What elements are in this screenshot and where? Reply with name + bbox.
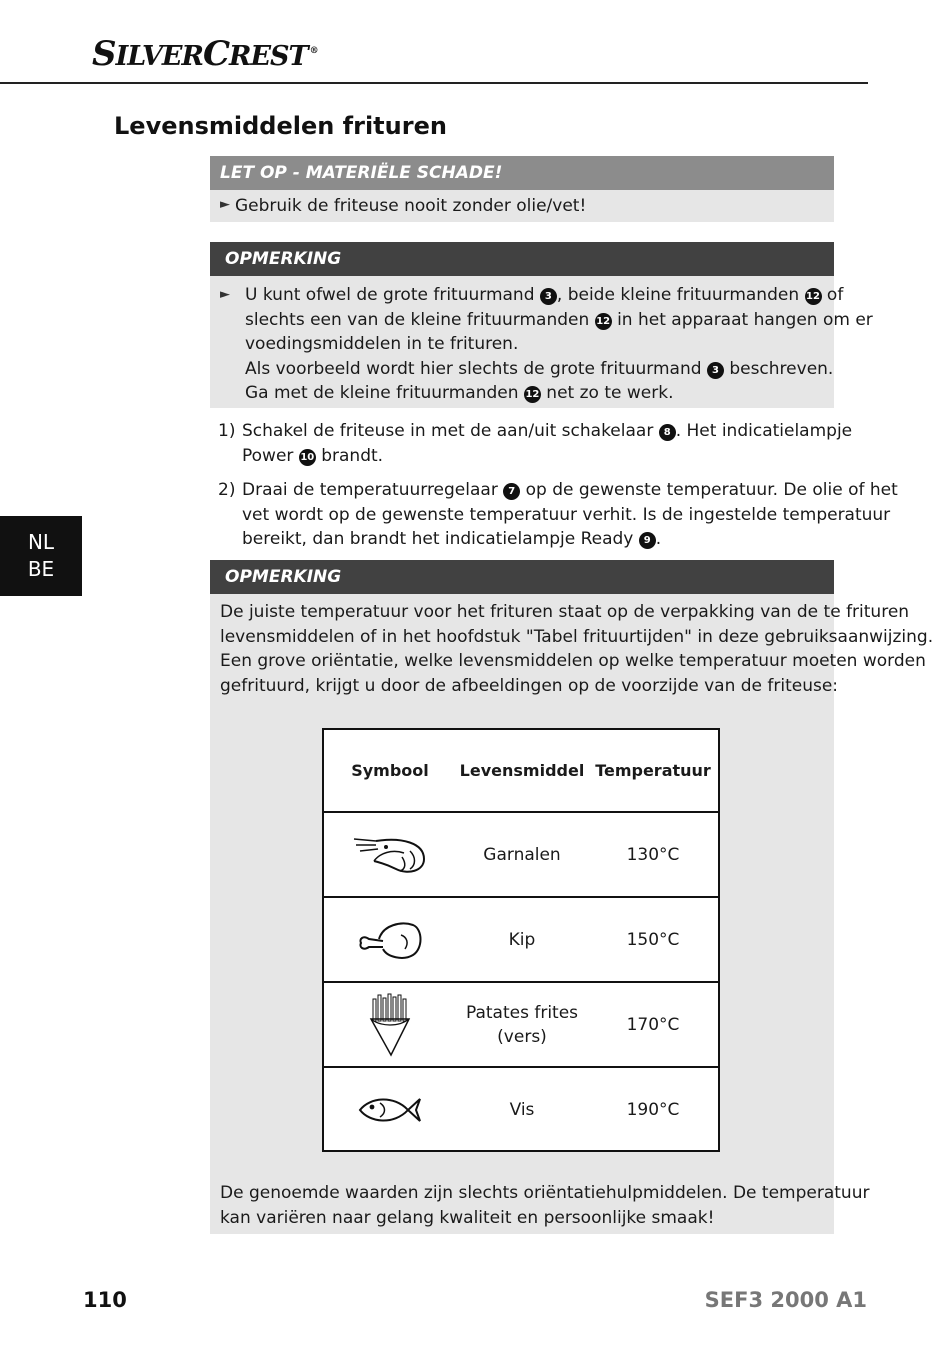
table-header-row (324, 730, 718, 813)
step-1 (218, 419, 853, 469)
note1-line: Als voorbeeld wordt hier slechts de grote frituurmand 3 beschreven. (245, 358, 834, 379)
chicken-leg-icon (357, 919, 423, 961)
table-cell-temperature: 190°C (626, 1100, 680, 1120)
table-cell-temperature: 150°C (626, 929, 680, 950)
fries-icon (367, 993, 413, 1057)
step-text: Schakel de friteuse in met de aan/uit schakelaar 8 . Het indicatielampje Power 10 brandt. (242, 421, 853, 466)
table-cell-symbol (324, 898, 456, 981)
note1-line: Ga met de kleine frituurmanden 12 net zo te werk. (245, 383, 674, 403)
part-number-icon: 12 (595, 313, 612, 330)
language-tab (0, 516, 82, 596)
language-tab-line2: BE (27, 557, 55, 581)
part-number-icon: 10 (299, 449, 316, 466)
table-cell-food: Garnalen (483, 844, 561, 865)
step-number: 1) (218, 421, 236, 441)
part-number-icon: 7 (503, 483, 520, 500)
note1-title: OPMERKING (210, 242, 834, 276)
table-cell-symbol (324, 983, 456, 1066)
table-row (324, 1068, 718, 1152)
note1-line: U kunt ofwel de grote frituurmand 3 , beide kleine frituurmanden 12 of (245, 285, 844, 305)
brand-logo: SILVERCREST ® (92, 34, 318, 74)
step-number: 2) (218, 480, 236, 500)
table-header-temperature: Temperatuur (595, 760, 711, 780)
table-cell-temperature: 130°C (626, 844, 680, 865)
part-number-icon: 12 (524, 386, 541, 403)
bullet-arrow-icon: ► (220, 197, 230, 212)
part-number-icon: 12 (805, 288, 822, 305)
table-cell-food: Patates frites (vers) (465, 1002, 579, 1047)
table-header-food: Levensmiddel (459, 760, 585, 780)
table-header-symbol: Symbool (351, 760, 429, 780)
table-row (324, 813, 718, 898)
note1-line: voedingsmiddelen in te frituren. (245, 334, 519, 354)
part-number-icon: 3 (707, 362, 724, 379)
part-number-icon: 3 (540, 288, 557, 305)
page-number: 110 (83, 1288, 127, 1312)
part-number-icon: 8 (659, 424, 676, 441)
note2-box (210, 594, 934, 1234)
page-title: Levensmiddelen frituren (114, 112, 447, 140)
note1-box (210, 276, 873, 408)
table-cell-food: Vis (509, 1100, 535, 1120)
fish-icon (356, 1093, 424, 1127)
table-cell-temperature: 170°C (626, 1014, 680, 1035)
table-cell-food: Kip (508, 929, 536, 950)
note1-line: slechts een van de kleine frituurmanden 12 in het apparaat hangen om er (245, 309, 873, 330)
table-cell-symbol (324, 1068, 456, 1152)
frying-temperature-table (322, 728, 720, 1152)
step-2 (218, 478, 898, 553)
table-row (324, 898, 718, 983)
note2-outro: De genoemde waarden zijn slechts oriëntatiehulpmiddelen. De temperatuur kan variëren naar gelang kwaliteit en persoonlijke smaak! (220, 1183, 870, 1228)
header-divider (0, 82, 868, 84)
bullet-arrow-icon: ► (220, 287, 230, 302)
warning-box (210, 190, 834, 222)
model-number: SEF3 2000 A1 (704, 1288, 867, 1312)
table-cell-symbol (324, 813, 456, 896)
language-tab-line1: NL (27, 530, 55, 554)
table-row (324, 983, 718, 1068)
note2-title: OPMERKING (210, 560, 834, 594)
part-number-icon: 9 (639, 532, 656, 549)
step-text: Draai de temperatuurregelaar 7 op de gewenste temperatuur. De olie of het vet wordt op de gewenste temperatuur verhit. Is de ingestelde temperatuur bereikt, dan brandt het indicatielampje Ready 9 . (242, 480, 898, 549)
note1-text (245, 283, 873, 406)
shrimp-icon (352, 833, 428, 877)
warning-bullet-text: Gebruik de friteuse nooit zonder olie/vet! (235, 196, 587, 216)
warning-title: LET OP - MATERIËLE SCHADE! (210, 156, 834, 190)
note2-intro: De juiste temperatuur voor het frituren staat op de verpakking van de te frituren levensmiddelen of in het hoofdstuk "Tabel frituurtijden" in deze gebruiksaanwijzing. Een grove oriëntatie, welke levensmiddelen op welke temperatuur moeten worden gefrituurd, krijgt u door de afbeeldingen op de voorzijde van de friteuse: (220, 602, 934, 696)
